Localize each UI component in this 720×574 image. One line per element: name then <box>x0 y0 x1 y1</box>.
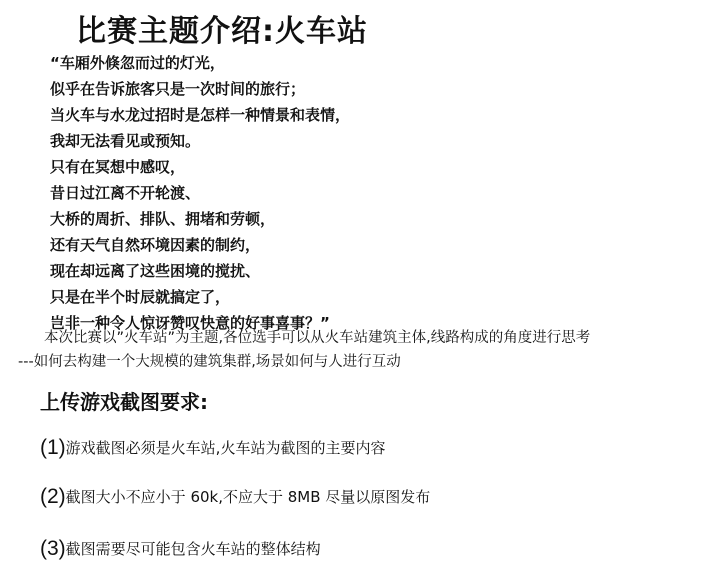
requirement-text: 截图需要尽可能包含火车站的整体结构 <box>65 540 321 558</box>
poem-line: 现在却远离了这些困境的搅扰、 <box>50 262 261 280</box>
poem-line: 还有天气自然环境因素的制约， <box>50 236 261 254</box>
requirement-number: (1) <box>40 436 66 459</box>
poem-line: 当火车与水龙过招时是怎样一种情景和表情， <box>50 106 351 124</box>
theme-description-line: 本次比赛以”火车站”为主题,各位选手可以从火车站建筑主体,线路构成的角度进行思考 <box>44 330 591 346</box>
requirement-text: 游戏截图必须是火车站,火车站为截图的主要内容 <box>65 439 386 457</box>
requirement-item <box>40 434 385 462</box>
requirement-text: 截图大小不应小于 60k,不应大于 8MB 尽量以原图发布 <box>65 488 431 506</box>
page-title: 比赛主题介绍:火车站 <box>76 14 368 49</box>
requirement-item <box>40 535 321 563</box>
poem-line: 似乎在告诉旅客只是一次时间的旅行； <box>50 80 306 98</box>
poem-line: “车厢外倏忽而过的灯光， <box>50 54 225 72</box>
poem-line: 大桥的周折、排队、拥堵和劳顿， <box>50 210 276 228</box>
requirement-number: (2) <box>40 485 66 508</box>
poem-line: 岂非一种令人惊讶赞叹快意的好事喜事？” <box>50 314 330 332</box>
poem-block <box>50 50 350 336</box>
poem-line: 只有在冥想中感叹， <box>50 158 186 176</box>
requirement-item <box>40 483 430 511</box>
theme-description-line: ---如何去构建一个大规模的建筑集群,场景如何与人进行互动 <box>18 354 401 370</box>
poem-line: 只是在半个时辰就搞定了， <box>50 288 231 306</box>
poem-line: 昔日过江离不开轮渡、 <box>50 184 201 202</box>
requirement-number: (3) <box>40 537 66 560</box>
poem-line: 我却无法看见或预知。 <box>50 132 201 150</box>
requirements-heading: 上传游戏截图要求: <box>40 390 208 414</box>
